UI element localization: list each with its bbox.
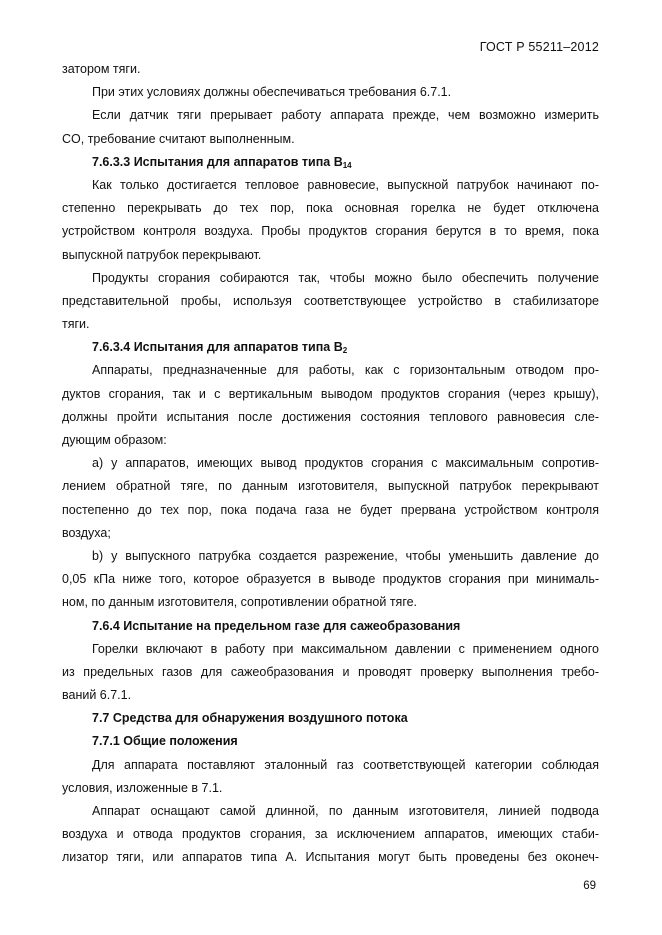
body-line: затором тяги.: [62, 62, 141, 76]
heading-subscript: 2: [342, 346, 348, 356]
body-line: из предельных газов для сажеобразования и проводят проверку выполнения требо-: [62, 664, 599, 679]
body-line: воздуха;: [62, 525, 111, 540]
body-line: ном, по данным изготовителя, сопротивлении обратной тяге.: [62, 595, 418, 610]
body-line: Продукты сгорания собираются так, чтобы можно было обеспечить получение: [92, 270, 599, 285]
page-body: [62, 58, 599, 870]
body-line: лизатор тяги, или аппаратов типа А. Испытания могут быть проведены без оконеч-: [62, 850, 599, 865]
body-line: должны пройти испытания после достижения состояния теплового равновесия сле-: [62, 409, 599, 424]
body-line: тяги.: [62, 317, 90, 332]
body-line: Если датчик тяги прерывает работу аппарата прежде, чем возможно измерить: [92, 108, 599, 123]
section-heading-7-6-4: 7.6.4 Испытание на предельном газе для сажеобразования: [92, 618, 461, 633]
body-line: постепенно до тех пор, пока подача газа не будет прервана устройством контроля: [62, 502, 599, 517]
section-heading-7-7: 7.7 Средства для обнаружения воздушного потока: [92, 711, 408, 726]
body-line: лением обратной тяге, по данным изготовителя, выпускной патрубок перекрывают: [62, 479, 599, 494]
body-line: ваний 6.7.1.: [62, 688, 132, 703]
body-line: представительной пробы, используя соответствующее устройство в стабилизаторе: [62, 293, 599, 308]
body-line: степенно перекрывать до тех пор, пока основная горелка не будет отключена: [62, 201, 599, 216]
page-number: 69: [583, 880, 596, 892]
body-line: воздуха и отвода продуктов сгорания, за исключением аппаратов, имеющих стаби-: [62, 827, 599, 842]
body-line: Горелки включают в работу при максимальном давлении с применением одного: [92, 641, 599, 656]
body-line: 0,05 кПа ниже того, которое образуется в выводе продуктов сгорания при минималь-: [62, 572, 599, 587]
heading-text: 7.6.3.3 Испытания для аппаратов типа B: [92, 154, 343, 169]
body-line: условия, изложенные в 7.1.: [62, 780, 223, 795]
body-line: Аппараты, предназначенные для работы, как с горизонтальным отводом про-: [92, 363, 599, 378]
body-line: дуктов сгорания, так и с вертикальным выводом продуктов сгорания (через крышу),: [62, 386, 599, 401]
list-item-b: b) у выпускного патрубка создается разрежение, чтобы уменьшить давление до: [92, 548, 599, 563]
body-line: CO, требование считают выполненным.: [62, 131, 295, 146]
section-heading-7-6-3-3: [62, 151, 599, 174]
section-heading-7-7-1: 7.7.1 Общие положения: [92, 734, 238, 749]
section-heading-7-6-3-4: [62, 336, 599, 359]
body-line: При этих условиях должны обеспечиваться требования 6.7.1.: [92, 85, 452, 100]
body-line: Аппарат оснащают самой длинной, по данным изготовителя, линией подвода: [92, 804, 599, 818]
heading-text: 7.6.3.4 Испытания для аппаратов типа B: [92, 340, 343, 355]
body-line: устройством контроля воздуха. Пробы продуктов сгорания берутся в то время, пока: [62, 224, 599, 239]
body-line: Для аппарата поставляют эталонный газ соответствующей категории соблюдая: [92, 757, 599, 772]
document-code-header: ГОСТ Р 55211–2012: [479, 40, 599, 54]
heading-subscript: 14: [342, 160, 352, 170]
body-line: Как только достигается тепловое равновесие, выпускной патрубок начинают по-: [92, 177, 599, 192]
body-line: дующим образом:: [62, 433, 167, 447]
body-line: выпускной патрубок перекрывают.: [62, 247, 262, 262]
list-item-a: а) у аппаратов, имеющих вывод продуктов сгорания с максимальным сопротив-: [92, 456, 599, 471]
